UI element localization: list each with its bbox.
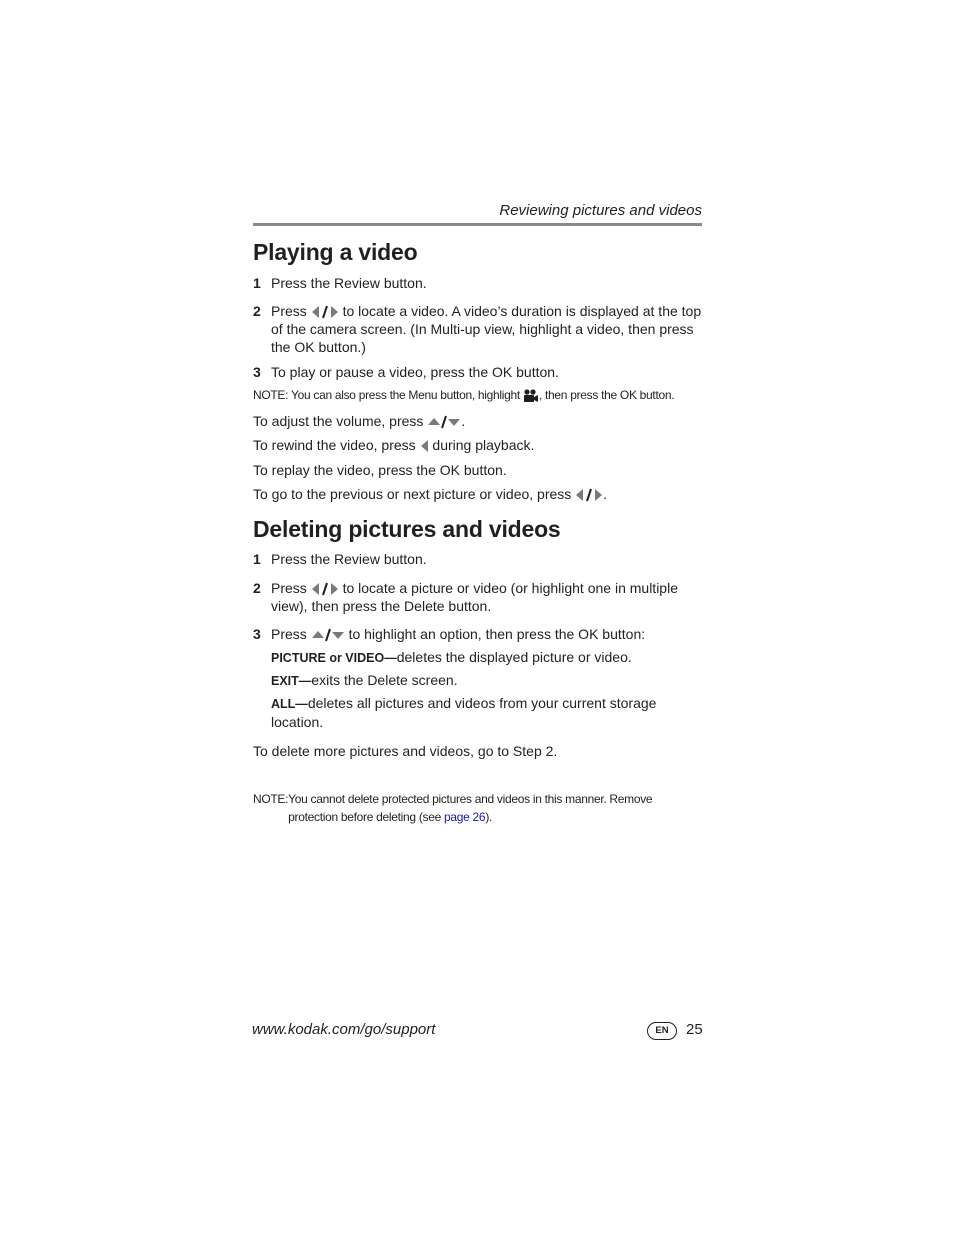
section-title-playing-video: Playing a video — [253, 239, 418, 265]
step-text-post: to locate a video. A video’s duration is displayed at the top of the camera screen. (In Multi-up view, highlight a video, then press the OK button.) — [271, 303, 702, 355]
tip-text-pre: To adjust the volume, press — [253, 413, 424, 429]
tip-text-post: . — [461, 413, 466, 429]
step-text: Press the Review button. — [271, 551, 427, 567]
step-number: 3 — [253, 364, 261, 380]
header-rule — [253, 223, 702, 226]
note-text-pre: You can also press the Menu button, highlight — [291, 388, 520, 402]
left-right-arrows-icon — [311, 582, 339, 596]
step-text: To play or pause a video, press the OK button. — [271, 364, 559, 380]
tip-text-pre: To go to the previous or next picture or video, press — [253, 486, 572, 502]
step-2-locate-video — [253, 302, 703, 356]
note-label: NOTE: — [253, 388, 289, 402]
video-camera-icon — [523, 389, 539, 403]
step-text: Press the Review button. — [271, 275, 427, 291]
option-exit — [271, 671, 701, 690]
note-label: NOTE: — [253, 792, 289, 806]
left-right-arrows-icon — [575, 488, 603, 502]
step-text-pre: Press — [271, 626, 307, 642]
up-down-arrows-icon — [311, 628, 345, 642]
step-number: 3 — [253, 626, 261, 642]
tip-previous-next — [253, 485, 703, 503]
page-26-link[interactable]: page 26 — [444, 810, 486, 824]
note-protected-pictures — [253, 790, 703, 826]
option-text: deletes all pictures and videos from your current storage location. — [271, 695, 657, 730]
step-3-play-pause — [253, 363, 703, 381]
step-text-pre: Press — [271, 580, 307, 596]
note-text-end: ). — [485, 810, 493, 824]
note-text-post: , then press the OK button. — [538, 388, 675, 402]
support-url[interactable]: www.kodak.com/go/support — [252, 1021, 436, 1038]
option-label: PICTURE or VIDEO— — [271, 651, 397, 665]
note-text: You cannot delete protected pictures and videos in this manner. Remove protection before deleting (see — [288, 792, 653, 824]
tip-adjust-volume — [253, 412, 703, 430]
language-badge: EN — [647, 1022, 677, 1040]
step-text-post: to locate a picture or video (or highlight one in multiple view), then press the Delete button. — [271, 580, 678, 614]
option-picture-or-video — [271, 648, 701, 667]
up-down-arrows-icon — [427, 415, 461, 429]
step-text-pre: Press — [271, 303, 307, 319]
step-3-highlight-option — [253, 625, 703, 643]
step-2-locate-picture — [253, 579, 703, 615]
option-label: ALL— — [271, 697, 308, 711]
option-text: exits the Delete screen. — [311, 672, 458, 688]
step-1-review — [253, 274, 703, 292]
tip-text-post: . — [603, 486, 608, 502]
tip-text-pre: To rewind the video, press — [253, 437, 416, 453]
step-number: 1 — [253, 275, 261, 291]
left-arrow-icon — [420, 439, 429, 453]
option-label: EXIT— — [271, 674, 312, 688]
step-number: 1 — [253, 551, 261, 567]
section-title-deleting: Deleting pictures and videos — [253, 516, 561, 542]
tip-replay-video: To replay the video, press the OK button. — [253, 462, 507, 478]
option-all — [271, 694, 701, 731]
step-1-review — [253, 550, 703, 568]
tip-rewind-video — [253, 436, 703, 454]
step-text-post: to highlight an option, then press the OK button: — [348, 626, 646, 642]
option-text: deletes the displayed picture or video. — [396, 649, 632, 665]
step-number: 2 — [253, 580, 261, 596]
left-right-arrows-icon — [311, 305, 339, 319]
delete-more-text: To delete more pictures and videos, go to Step 2. — [253, 743, 558, 759]
page-number: 25 — [686, 1021, 703, 1038]
note-menu-button — [253, 386, 703, 404]
running-header: Reviewing pictures and videos — [499, 202, 702, 219]
step-number: 2 — [253, 303, 261, 319]
tip-text-post: during playback. — [432, 437, 535, 453]
